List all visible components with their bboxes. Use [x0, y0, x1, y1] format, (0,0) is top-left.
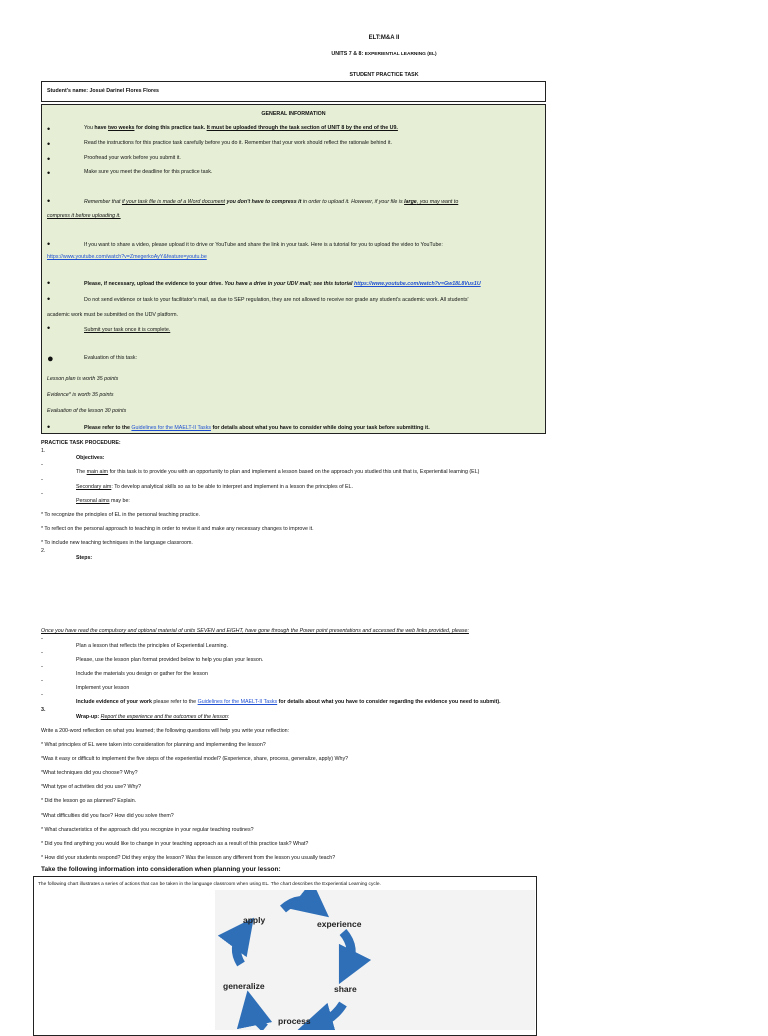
info-item-submission-rule: Do not send evidence or task to your facilitator's mail, as due to SEP regulation, they are not allowed to receive nor grade any student's academic work. All students': [84, 297, 469, 303]
reflection-question: *What difficulties did you face? How did you solve them?: [41, 813, 174, 819]
bullet-icon: •: [47, 139, 51, 149]
general-information-box: [41, 104, 546, 434]
reflection-question: *What type of activities did you use? Why?: [41, 784, 142, 790]
bullet-icon: •: [47, 323, 51, 333]
evaluation-lesson: Evaluation of the lesson 30 points: [47, 408, 127, 414]
cycle-label-share: share: [334, 984, 357, 994]
evaluation-lesson-plan: Lesson plan is worth 35 points: [47, 376, 119, 382]
info-item-video: If you want to share a video, please upload it to drive or YouTube and share the link in your task. Here is a tutorial for you to upload the video to YouTube:: [84, 242, 443, 248]
bullet-icon: •: [47, 422, 51, 432]
guidelines-link[interactable]: Guidelines for the MAELT-II Tasks: [131, 425, 211, 431]
info-item-submit: Submit your task once it is complete.: [84, 327, 171, 333]
bullet-icon: •: [47, 239, 51, 249]
wrap-up: Wrap-up: Report the experience and the outcomes of the lesson:: [76, 714, 230, 720]
bullet-icon: •: [47, 278, 51, 288]
step-plan: Plan a lesson that reflects the principles of Experiential Learning.: [76, 643, 228, 649]
reflection-question: *Was it easy or difficult to implement the five steps of the experiential model? (Experience, share, process, generalize, apply) Why?: [41, 756, 349, 762]
info-item-evaluation: Evaluation of this task:: [84, 355, 137, 361]
bullet-icon: •: [47, 124, 51, 134]
dash-icon: -: [41, 491, 43, 497]
course-title: ELT:M&A II: [368, 35, 400, 41]
steps-heading: Steps:: [76, 555, 93, 561]
personal-aim-3: * To include new teaching techniques in the language classroom.: [41, 540, 193, 546]
info-item-deadline-note: Make sure you meet the deadline for this practice task.: [84, 169, 213, 175]
dash-icon: -: [41, 650, 43, 656]
procedure-heading: PRACTICE TASK PROCEDURE:: [41, 440, 121, 446]
reflection-question: * How did your students respond? Did they enjoy the lesson? Was the lesson any different from the lesson you usually teach?: [41, 855, 336, 861]
dash-icon: -: [41, 477, 43, 483]
section-number: 1.: [41, 448, 46, 454]
arrow-apply-to-experience: [283, 901, 315, 909]
arrow-experience-to-share: [343, 932, 351, 968]
info-item-instructions: Read the instructions for this practice task carefully before you do it. Remember that your work should reflect the rationale behind it.: [84, 140, 392, 146]
bullet-icon: •: [47, 294, 51, 304]
step-implement: Implement your lesson: [76, 685, 130, 691]
cycle-label-experience: experience: [317, 919, 362, 929]
units-title: UNITS 7 & 8: EXPERIENTIAL LEARNING (EL): [331, 51, 437, 57]
info-item-proofread: Proofread your work before you submit it.: [84, 155, 181, 161]
dash-icon: -: [41, 636, 43, 642]
personal-aim-2: * To reflect on the personal approach to teaching in order to revise it and make any necessary changes to improve it.: [41, 526, 314, 532]
steps-intro: Once you have read the compulsory and optional material of units SEVEN and EIGHT, have gone through the Power point presentations and accessed the web links provided, please:: [41, 628, 469, 634]
bullet-icon: •: [47, 154, 51, 164]
info-item-submission-rule-cont: academic work must be submitted on the UDV platform.: [47, 312, 179, 318]
arrow-share-to-process: [315, 1004, 343, 1025]
reflection-question: *What techniques did you choose? Why?: [41, 770, 138, 776]
step-materials: Include the materials you design or gather for the lesson: [76, 671, 208, 677]
info-item-deadline: You have two weeks for doing this practice task. It must be uploaded through the task section of UNIT 8 by the end of the U9.: [84, 125, 398, 131]
evaluation-evidence: Evidence* is worth 35 points: [47, 392, 114, 398]
step-format: Please, use the lesson plan format provided below to help you plan your lesson.: [76, 657, 264, 663]
info-item-compress: Remember that if your task file is made of a Word document you don't have to compress it in order to upload it. However, if your file is large, you may want to: [84, 199, 459, 205]
arrow-generalize-to-apply: [236, 932, 243, 964]
objective-secondary: Secondary aim: To develop analytical skills so as to be able to interpret and implement in a lesson the principles of EL.: [76, 484, 353, 490]
reflection-question: * What characteristics of the approach did you recognize in your regular teaching routines?: [41, 827, 254, 833]
info-item-compress-cont: compress it before uploading it.: [47, 213, 121, 219]
reflection-question: * What principles of EL were taken into consideration for planning and implementing the lesson?: [41, 742, 266, 748]
cycle-label-process: process: [278, 1016, 311, 1026]
reflection-question: * Did the lesson go as planned? Explain.: [41, 798, 137, 804]
bullet-icon: •: [47, 196, 51, 206]
section-number: 3.: [41, 707, 46, 713]
section-number: 2.: [41, 548, 46, 554]
info-item-guidelines: Please refer to the Guidelines for the MAELT-II Tasks for details about what you have to consider while doing your task before submitting it.: [84, 425, 430, 431]
objectives-heading: Objectives:: [76, 455, 105, 461]
cycle-label-generalize: generalize: [223, 981, 265, 991]
dash-icon: -: [41, 664, 43, 670]
bullet-icon: •: [47, 168, 51, 178]
personal-aim-1: * To recognize the principles of EL in the personal teaching practice.: [41, 512, 201, 518]
drive-tutorial-link[interactable]: https://www.youtube.com/watch?v=Gw18L8Vus1U: [353, 281, 481, 287]
student-name-box: [41, 81, 546, 102]
cycle-diagram: [215, 890, 535, 1030]
video-tutorial-link[interactable]: https://www.youtube.com/watch?v=ZmegerkoAyY&feature=youtu.be: [47, 254, 207, 260]
guidelines-link[interactable]: Guidelines for the MAELT-II Tasks: [197, 699, 278, 705]
dash-icon: -: [41, 462, 43, 468]
planning-heading: Take the following information into consideration when planning your lesson:: [41, 866, 281, 873]
objective-personal: Personal aims may be:: [76, 498, 130, 504]
arrow-process-to-generalize: [251, 1008, 265, 1028]
objective-main: The main aim for this task is to provide you with an opportunity to plan and implement a lesson based on the approach you studied this unit that is, Experiential learning (EL): [76, 469, 480, 475]
chart-intro: The following chart illustrates a series of actions that can be taken in the language classroom when using EL. The chart describes the Experiential Learning cycle.: [38, 882, 381, 887]
dash-icon: -: [41, 692, 43, 698]
bullet-icon: ●: [47, 353, 54, 365]
dash-icon: -: [41, 678, 43, 684]
reflection-intro: Write a 200-word reflection on what you learned; the following questions will help you write your reflection:: [41, 728, 290, 734]
step-evidence: Include evidence of your work please refer to the Guidelines for the MAELT-II Tasks for details about what you have to consider regarding the evidence you need to submit).: [76, 699, 501, 705]
cycle-label-apply: apply: [243, 915, 266, 925]
general-heading: GENERAL INFORMATION: [261, 111, 326, 117]
reflection-question: * Did you find anything you would like to change in your teaching approach as a result of this practice task? What?: [41, 841, 309, 847]
student-name: Student's name: Josué Darinel Flores Flores: [47, 88, 159, 94]
task-title: STUDENT PRACTICE TASK: [349, 72, 419, 78]
experiential-learning-cycle: [215, 890, 535, 1030]
info-item-drive: Please, if necessary, upload the evidence to your drive. You have a drive in your UDV mail; see this tutorial https://www.youtube.com/watch?v=Gw18L8Vus1U: [84, 281, 481, 287]
